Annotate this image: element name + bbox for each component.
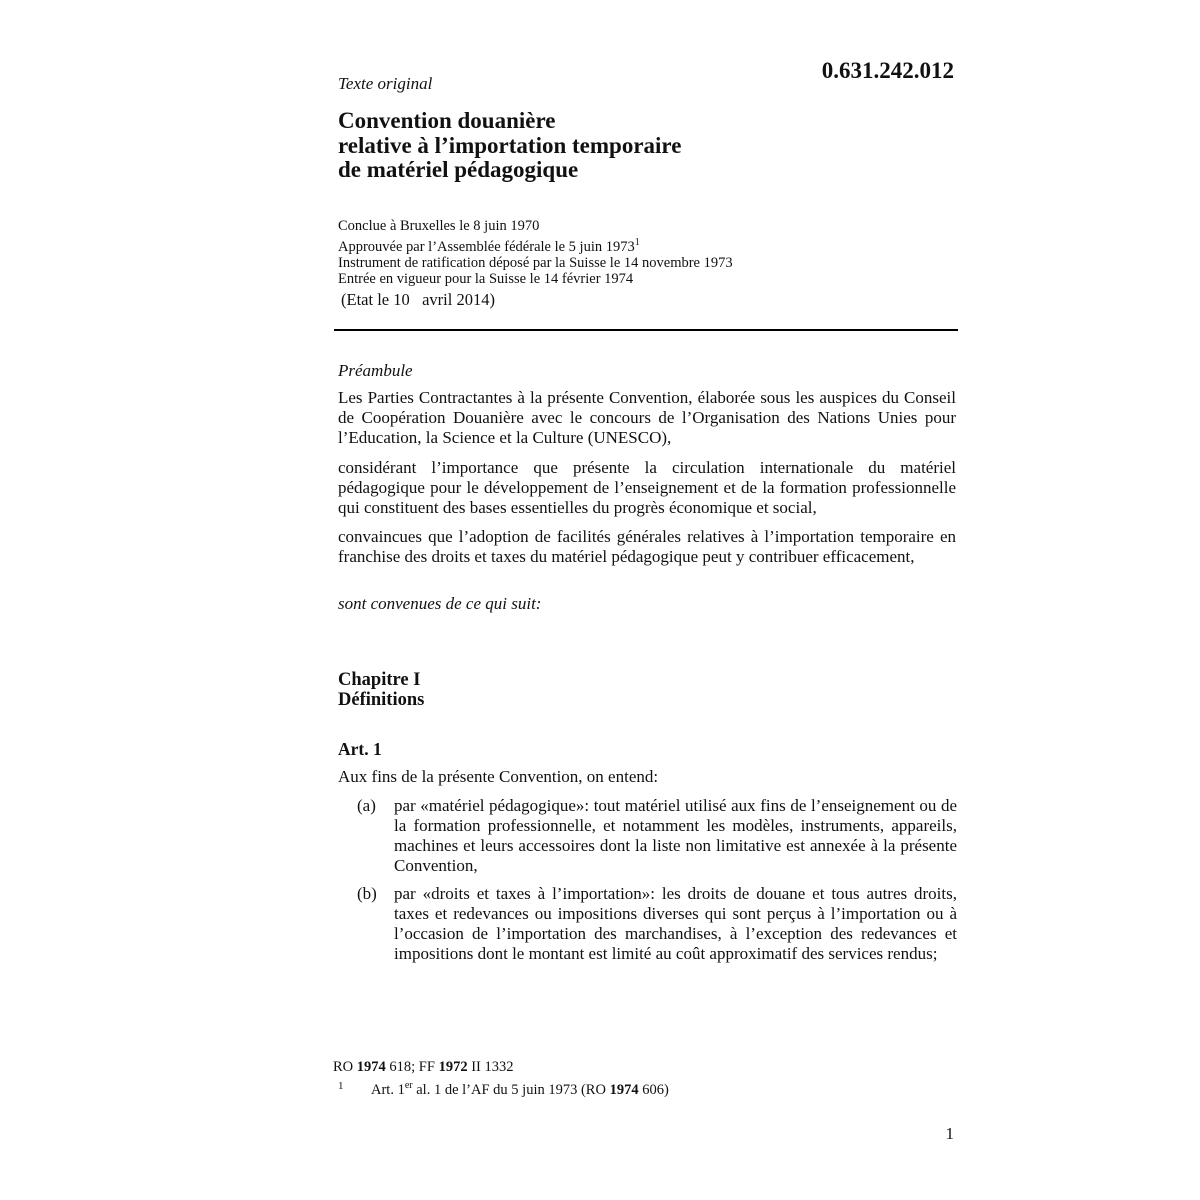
header-divider bbox=[334, 329, 958, 331]
item-text: par «droits et taxes à l’importation»: les droits de douane et tous autres droits, taxes et redevances ou impositions diverses qui sont perçus à l’importation ou à l’occasion de l’importation des marchandises, à l’exception des redevances et impositions dont le montant est limité au coût approximatif des services rendus; bbox=[394, 884, 957, 963]
approved-line: Approuvée par l’Assemblée fédérale le 5 juin 1973$^1$ bbox=[338, 236, 640, 255]
definition-item bbox=[357, 796, 957, 876]
convention-metadata bbox=[338, 218, 958, 288]
preamble-heading: Préambule bbox=[338, 361, 413, 380]
document-reference-number: 0.631.242.012 bbox=[821, 58, 954, 83]
preamble-closing: sont convenues de ce qui suit: bbox=[338, 594, 542, 613]
item-label: (b) bbox=[357, 884, 377, 903]
article-heading: Art. 1 bbox=[338, 739, 382, 759]
entry-into-force-line: Entrée en vigueur pour la Suisse le 14 février 1974 bbox=[338, 271, 634, 288]
ratification-line: Instrument de ratification déposé par la Suisse le 14 novembre 1973 bbox=[338, 254, 733, 271]
chapter-title: Définitions bbox=[338, 690, 425, 710]
status-date: (Etat le 10 avril 2014) bbox=[341, 290, 495, 309]
chapter-heading bbox=[338, 670, 424, 710]
definition-item bbox=[357, 884, 957, 964]
original-text-label: Texte original bbox=[338, 74, 433, 93]
item-label: (a) bbox=[357, 796, 376, 815]
title-line-3: de matériel pédagogique bbox=[338, 157, 579, 182]
preamble-paragraph: convaincues que l’adoption de facilités générales relatives à l’importation temporaire en franchise des droits et taxes du matériel pédagogique peut y contribuer efficacement, bbox=[338, 527, 956, 566]
concluded-line: Conclue à Bruxelles le 8 juin 1970 bbox=[338, 218, 540, 234]
publication-reference: RO 1974 618; FF 1972 II 1332 bbox=[333, 1059, 514, 1075]
preamble-paragraph: Les Parties Contractantes à la présente Convention, élaborée sous les auspices du Conseil de Coopération Douanière avec le concours de l’Organisation des Nations Unies pour l’Education, la Science et la Culture (UNESCO), bbox=[338, 388, 956, 447]
preamble-paragraph: considérant l’importance que présente la circulation internationale du matériel pédagogique pour le développement de l’enseignement et de la formation professionnelle qui constituent des bases essentielles du progrès économique et social, bbox=[338, 458, 956, 517]
article-intro: Aux fins de la présente Convention, on entend: bbox=[338, 767, 659, 786]
footnote-ref-1: 1 bbox=[634, 236, 640, 248]
document-title bbox=[338, 109, 958, 183]
item-text: par «matériel pédagogique»: tout matériel utilisé aux fins de l’enseignement ou de la formation professionnelle, et notamment les modèles, instruments, appareils, machines et leurs accessoires dont la liste non limitative est annexée à la présente Convention, bbox=[394, 796, 957, 875]
chapter-number: Chapitre I bbox=[338, 670, 421, 690]
footnote-number: 1 bbox=[338, 1080, 344, 1092]
title-line-1: Convention douanière bbox=[338, 108, 556, 133]
footnote-1: 1 Art. 1er al. 1 de l’AF du 5 juin 1973 (RO 1974 606) bbox=[338, 1080, 669, 1098]
page-number: 1 bbox=[945, 1124, 954, 1143]
title-line-2: relative à l’importation temporaire bbox=[338, 132, 682, 158]
